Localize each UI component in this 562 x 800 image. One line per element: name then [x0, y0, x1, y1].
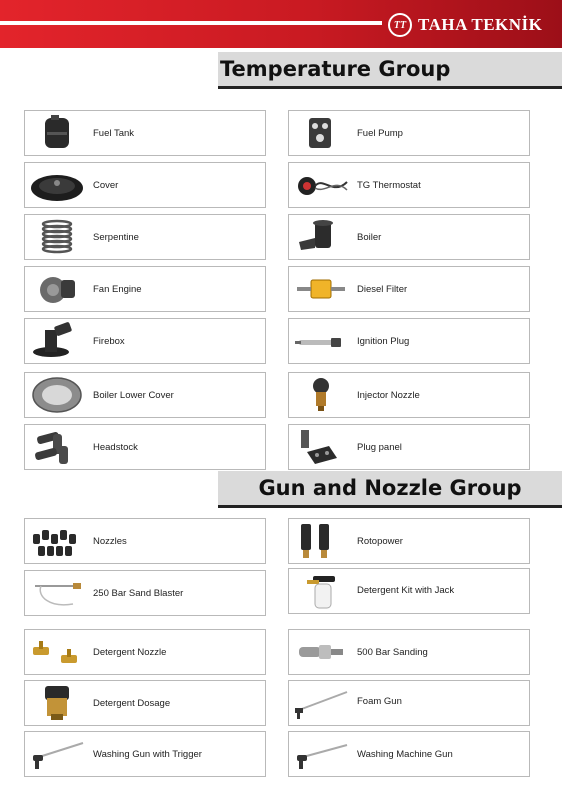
product-label: 250 Bar Sand Blaster	[93, 587, 184, 599]
washing-machine-gun-icon	[293, 735, 349, 773]
sanding-icon	[293, 633, 349, 671]
product-card[interactable]	[288, 629, 530, 675]
detergent-dosage-icon	[29, 684, 85, 722]
product-card[interactable]	[24, 214, 266, 260]
serpentine-coil-icon	[29, 218, 85, 256]
product-label: Detergent Dosage	[93, 697, 171, 709]
fuel-pump-icon	[293, 114, 349, 152]
product-card[interactable]	[24, 680, 266, 726]
firebox-icon	[29, 322, 85, 360]
product-card[interactable]	[24, 731, 266, 777]
product-label: Fuel Pump	[357, 127, 403, 139]
product-label: Boiler Lower Cover	[93, 389, 174, 401]
product-card[interactable]	[24, 570, 266, 616]
brand-mark: TT	[393, 19, 407, 31]
product-label: Fuel Tank	[93, 127, 135, 139]
rotopower-icon	[293, 522, 349, 560]
product-label: Detergent Kit with Jack	[357, 585, 455, 596]
brand-logo-icon	[388, 13, 412, 37]
product-card[interactable]	[24, 266, 266, 312]
injector-nozzle-icon	[293, 376, 349, 414]
product-label: TG Thermostat	[357, 179, 421, 191]
boiler-icon	[293, 218, 349, 256]
product-card[interactable]	[24, 424, 266, 470]
product-label: Serpentine	[93, 231, 139, 243]
product-card[interactable]	[24, 110, 266, 156]
product-card[interactable]	[288, 214, 530, 260]
product-label: Plug panel	[357, 441, 402, 453]
product-label: Washing Gun with Trigger	[93, 748, 202, 760]
diesel-filter-icon	[293, 270, 349, 308]
plug-panel-icon	[293, 428, 349, 466]
product-card[interactable]	[288, 731, 530, 777]
brand-name: TAHA TEKNİK	[418, 15, 543, 34]
cover-icon	[29, 166, 85, 204]
product-label: Firebox	[93, 335, 125, 347]
product-label: Rotopower	[357, 535, 403, 547]
product-card[interactable]	[288, 680, 530, 726]
sand-blaster-icon	[29, 574, 85, 612]
boiler-lower-cover-icon	[29, 376, 85, 414]
product-label: Injector Nozzle	[357, 389, 420, 401]
product-card[interactable]	[24, 518, 266, 564]
product-card[interactable]	[288, 318, 530, 364]
product-card[interactable]	[288, 162, 530, 208]
product-label: Detergent Nozzle	[93, 646, 167, 658]
product-label: Headstock	[93, 441, 138, 453]
product-card[interactable]	[288, 568, 530, 614]
product-label: Foam Gun	[357, 696, 402, 707]
nozzles-icon	[29, 522, 85, 560]
ignition-plug-icon	[293, 322, 349, 360]
fuel-tank-icon	[29, 114, 85, 152]
product-label: Nozzles	[93, 535, 127, 547]
section-title-gun-nozzle: Gun and Nozzle Group	[218, 471, 562, 508]
header-stripe	[0, 21, 382, 25]
header-bar	[0, 0, 562, 48]
product-card[interactable]	[288, 266, 530, 312]
product-label: Boiler	[357, 231, 382, 243]
foam-gun-icon	[293, 684, 349, 722]
product-label: Cover	[93, 179, 119, 191]
detergent-nozzle-icon	[29, 633, 85, 671]
detergent-kit-icon	[293, 572, 349, 610]
product-label: Fan Engine	[93, 283, 142, 295]
washing-gun-trigger-icon	[29, 735, 85, 773]
product-label: 500 Bar Sanding	[357, 646, 428, 658]
product-card[interactable]	[24, 372, 266, 418]
product-card[interactable]	[288, 518, 530, 564]
product-label: Ignition Plug	[357, 335, 410, 347]
product-label: Washing Machine Gun	[357, 748, 453, 760]
fan-engine-icon	[29, 270, 85, 308]
product-card[interactable]	[24, 318, 266, 364]
brand	[388, 13, 542, 37]
product-card[interactable]	[288, 372, 530, 418]
product-card[interactable]	[288, 110, 530, 156]
product-label: Diesel Filter	[357, 283, 408, 295]
headstock-icon	[29, 428, 85, 466]
product-card[interactable]	[24, 162, 266, 208]
thermostat-icon	[293, 166, 349, 204]
product-card[interactable]	[24, 629, 266, 675]
product-card[interactable]	[288, 424, 530, 470]
section-title-temperature: Temperature Group	[218, 52, 562, 89]
